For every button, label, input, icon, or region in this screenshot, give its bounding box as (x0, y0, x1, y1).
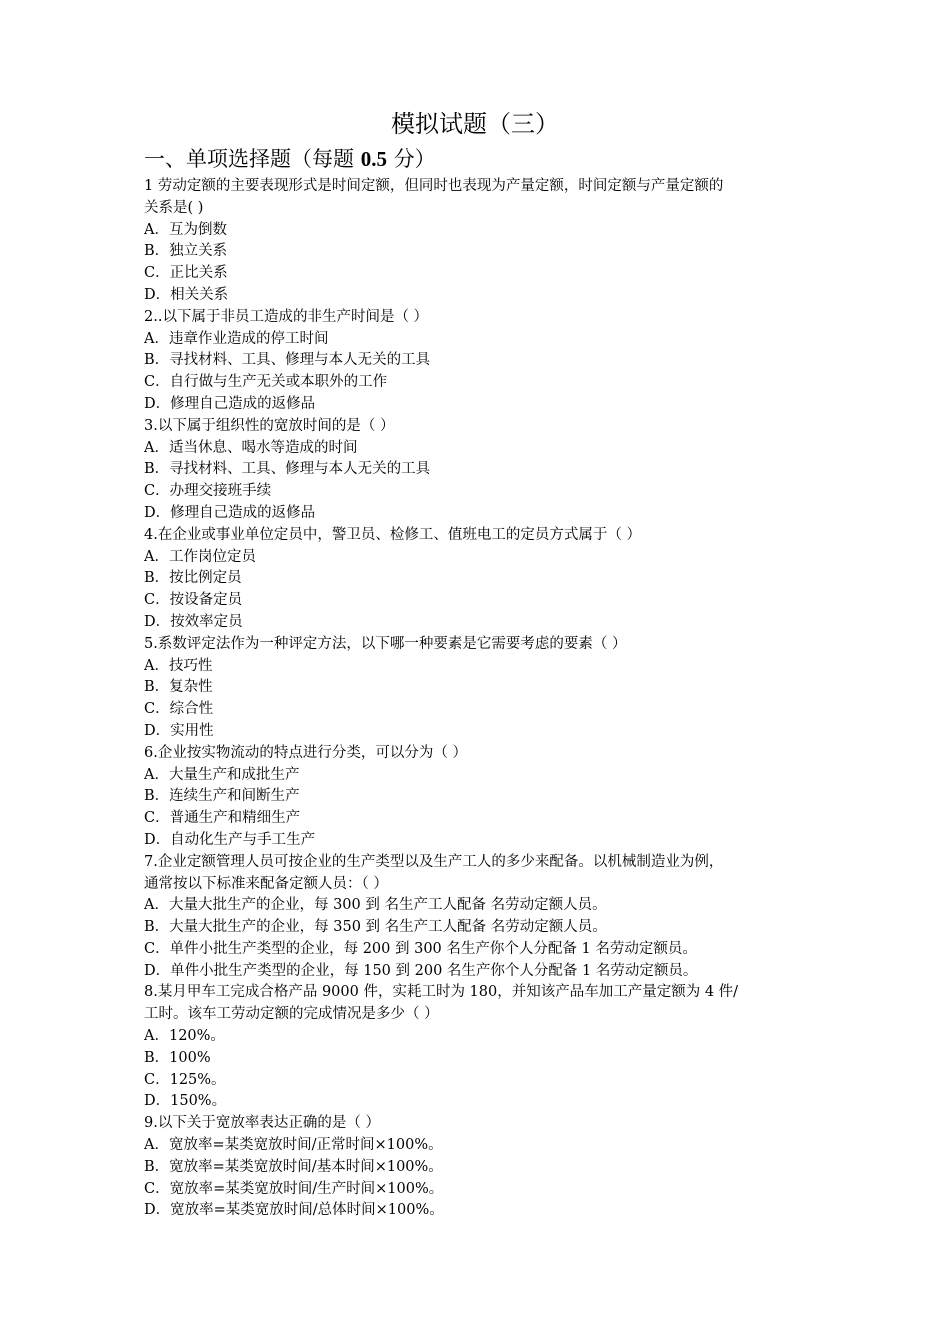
question-text: 2..以下属于非员工造成的非生产时间是（ ） (144, 308, 429, 325)
answer-option: A．违章作业造成的停工时间 (144, 330, 329, 347)
section-heading-suffix: 分） (386, 147, 436, 171)
answer-option: B．寻找材料、工具、修理与本人无关的工具 (144, 352, 431, 369)
answer-option: B．按比例定员 (144, 570, 242, 587)
answer-option: A．大量生产和成批生产 (144, 766, 300, 783)
question-text: 1 劳动定额的主要表现形式是时间定额，但同时也表现为产量定额，时间定额与产量定额的 (144, 178, 724, 194)
answer-option: C．自行做与生产无关或本职外的工作 (144, 374, 388, 391)
answer-option: B．寻找材料、工具、修理与本人无关的工具 (144, 461, 431, 478)
answer-option: B．大量大批生产的企业，每 350 到 名生产工人配备 名劳动定额人员。 (144, 919, 607, 936)
question-4 (144, 525, 816, 634)
answer-option: D．按效率定员 (144, 613, 243, 630)
section-heading-score: 0.5 (360, 147, 387, 171)
question-1 (144, 176, 816, 307)
answer-option: A．120%。 (144, 1028, 225, 1045)
answer-option: C．正比关系 (144, 265, 228, 282)
answer-option: B．独立关系 (144, 243, 228, 260)
answer-option: D．单件小批生产类型的企业，每 150 到 200 名生产你个人分配备 1 名劳动定额员。 (144, 962, 698, 979)
answer-option: D．实用性 (144, 722, 214, 739)
question-7 (144, 852, 816, 983)
question-text: 7.企业定额管理人员可按企业的生产类型以及生产工人的多少来配备。以机械制造业为例， (144, 853, 724, 870)
answer-option: B．复杂性 (144, 679, 213, 696)
answer-option: B．100% (144, 1049, 211, 1066)
answer-option: C．宽放率=某类宽放时间/生产时间×100%。 (144, 1180, 444, 1197)
answer-option: C．办理交接班手续 (144, 483, 272, 500)
answer-option: D．宽放率=某类宽放时间/总体时间×100%。 (144, 1202, 444, 1219)
page-title: 模拟试题（三） (391, 110, 559, 138)
question-5 (144, 634, 816, 743)
question-text: 3.以下属于组织性的宽放时间的是（ ） (144, 417, 395, 434)
question-text: 6.企业按实物流动的特点进行分类，可以分为（ ） (144, 744, 467, 761)
answer-option: C．普通生产和精细生产 (144, 810, 301, 827)
answer-option: C．综合性 (144, 701, 214, 718)
question-text: 关系是( ) (144, 199, 204, 216)
question-text: 4.在企业或事业单位定员中，警卫员、检修工、值班电工的定员方式属于（ ） (144, 526, 641, 543)
question-list (144, 176, 816, 1222)
answer-option: B．宽放率=某类宽放时间/基本时间×100%。 (144, 1158, 443, 1175)
question-8 (144, 982, 816, 1113)
answer-option: C．按设备定员 (144, 592, 243, 609)
question-9 (144, 1113, 816, 1222)
answer-option: D．自动化生产与手工生产 (144, 831, 316, 848)
question-text: 9.以下关于宽放率表达正确的是（ ） (144, 1115, 380, 1132)
answer-option: A．互为倒数 (144, 221, 227, 238)
answer-option: A．大量大批生产的企业，每 300 到 名生产工人配备 名劳动定额人员。 (144, 897, 607, 914)
question-3 (144, 416, 816, 525)
answer-option: A．适当休息、喝水等造成的时间 (144, 439, 358, 456)
question-text: 通常按以下标准来配备定额人员：（ ） (144, 875, 388, 892)
answer-option: D．修理自己造成的返修品 (144, 504, 316, 521)
question-6 (144, 743, 816, 852)
answer-option: D．相关关系 (144, 286, 229, 303)
answer-option: D．修理自己造成的返修品 (144, 395, 316, 412)
question-text: 5.系数评定法作为一种评定方法，以下哪一种要素是它需要考虑的要素（ ） (144, 635, 627, 652)
answer-option: D．150%。 (144, 1093, 227, 1110)
answer-option: A．工作岗位定员 (144, 548, 256, 565)
question-text: 8.某月甲车工完成合格产品 9000 件，实耗工时为 180，并知该产品车加工产量定额为 4 件/ (144, 984, 739, 1001)
answer-option: B．连续生产和间断生产 (144, 788, 300, 805)
answer-option: A．技巧性 (144, 657, 213, 674)
answer-option: C．单件小批生产类型的企业，每 200 到 300 名生产你个人分配备 1 名劳动定额员。 (144, 940, 697, 957)
section-heading (144, 144, 436, 174)
answer-option: A．宽放率=某类宽放时间/正常时间×100%。 (144, 1137, 443, 1154)
section-heading-prefix: 一、单项选择题（每题 (144, 147, 361, 171)
question-text: 工时。该车工劳动定额的完成情况是多少（ ） (144, 1006, 439, 1023)
question-2 (144, 307, 816, 416)
answer-option: C．125%。 (144, 1071, 226, 1088)
